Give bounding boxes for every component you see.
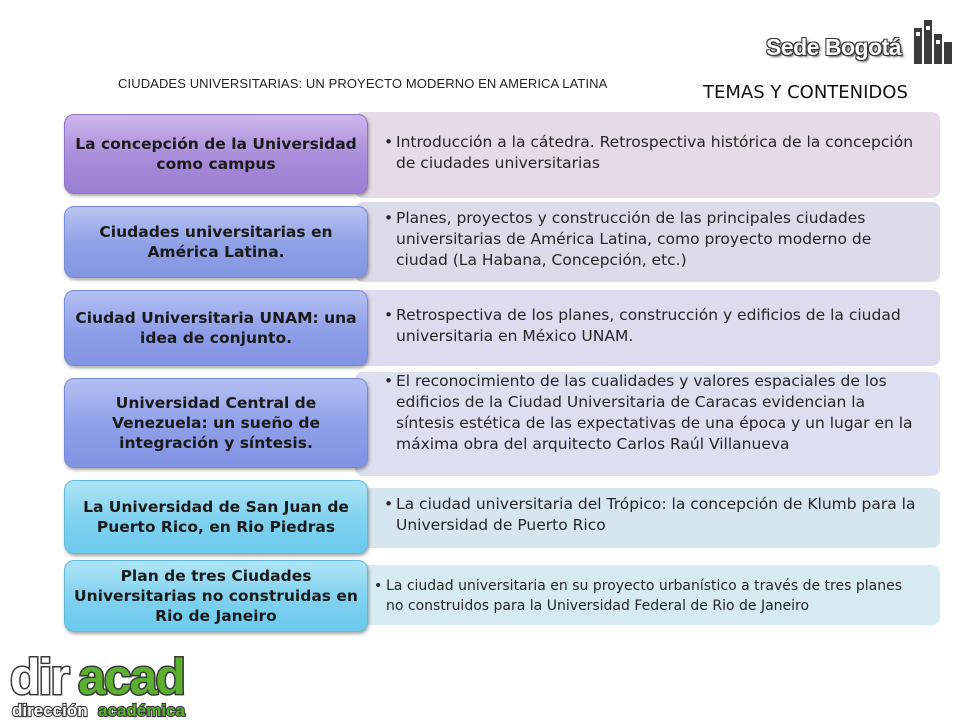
topic-description [374,576,916,616]
topic-description [384,132,916,174]
presentation-subtitle: CIUDADES UNIVERSITARIAS: UN PROYECTO MODERNO EN AMERICA LATINA [118,76,608,91]
topic-description [384,494,916,536]
bullet-icon: • [384,372,394,390]
logo-tagline-b: académica [98,701,185,720]
logo-dir-text: dir [10,652,68,705]
description-text: Retrospectiva de los planes, construcción y edificios de la ciudad universitaria en México UNAM. [396,306,901,345]
topic-title: Universidad Central de Venezuela: un sueño de integración y síntesis. [64,378,368,468]
sede-bogota-logo [766,34,906,64]
topic-title: Plan de tres Ciudades Universitarias no construidas en Rio de Janeiro [64,560,368,632]
description-text: Introducción a la cátedra. Retrospectiva histórica de la concepción de ciudades universitarias [396,133,914,172]
topic-description [384,208,916,271]
bullet-icon: • [374,578,383,594]
description-text: La ciudad universitaria en su proyecto urbanístico a través de tres planes no construidos para la Universidad Federal de Rio de Janeiro [386,578,902,614]
description-text: El reconocimiento de las cualidades y valores espaciales de los edificios de la Ciudad Universitaria de Caracas evidencian la síntesis estética de las expectativas de una época y un lugar en la máxima obra del arquitecto Carlos Raúl Villanueva [396,372,913,453]
topic-title: Ciudades universitarias en América Latina. [64,206,368,278]
description-text: Planes, proyectos y construcción de las principales ciudades universitarias de América Latina, como proyecto moderno de ciudad (La Habana, Concepción, etc.) [396,209,872,269]
logo-acad-text: acad [78,652,184,705]
section-title: TEMAS Y CONTENIDOS [703,82,908,103]
topic-title: La Universidad de San Juan de Puerto Rico, en Rio Piedras [64,480,368,554]
topic-title: Ciudad Universitaria UNAM: una idea de conjunto. [64,290,368,366]
topic-title: La concepción de la Universidad como campus [64,114,368,194]
bullet-icon: • [384,209,394,227]
topic-description [384,305,916,347]
bullet-icon: • [384,495,394,513]
diracad-logo [10,652,310,720]
logo-tagline-a: dirección [12,701,88,720]
university-logo-icon [914,20,954,64]
description-text: La ciudad universitaria del Trópico: la concepción de Klumb para la Universidad de Puerto Rico [396,495,916,534]
bullet-icon: • [384,306,394,324]
bullet-icon: • [384,133,394,151]
logo-text: Sede Bogotá [766,34,902,60]
topic-description [384,371,916,455]
